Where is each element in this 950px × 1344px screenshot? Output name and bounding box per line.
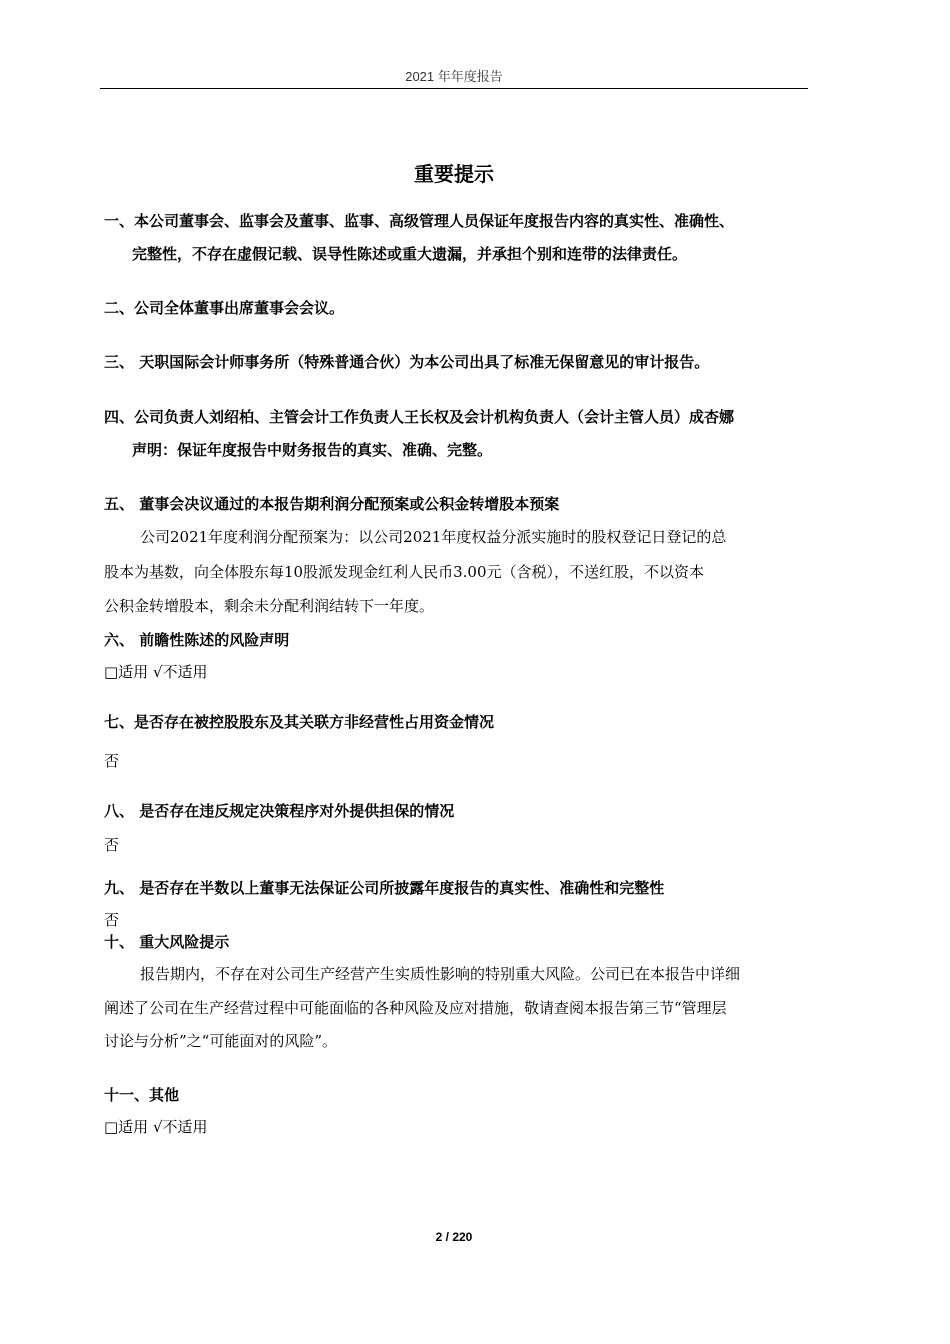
section-10-paragraph-line-3: 讨论与分析”之“可能面对的风险”。: [104, 1032, 338, 1050]
section-5-paragraph-line-3: 公积金转增股本，剩余未分配利润结转下一年度。: [104, 597, 435, 615]
section-8-answer: 否: [104, 836, 120, 854]
section-4-line-2: 声明：保证年度报告中财务报告的真实、准确、完整。: [132, 441, 493, 459]
section-11-heading: 十一、其他: [104, 1086, 180, 1104]
section-6-heading: 六、 前瞻性陈述的风险声明: [104, 631, 290, 649]
page-number: 2 / 220: [435, 1230, 473, 1244]
section-3: 三、 天职国际会计师事务所（特殊普通合伙）为本公司出具了标准无保留意见的审计报告。: [104, 353, 710, 371]
section-10-paragraph-line-1: 报告期内，不存在对公司生产经营产生实质性影响的特别重大风险。公司已在本报告中详细: [140, 965, 741, 983]
section-9-heading: 九、 是否存在半数以上董事无法保证公司所披露年度报告的真实性、准确性和完整性: [104, 879, 665, 897]
page-header: 2021 年年度报告: [405, 69, 503, 84]
section-4-line-1: 四、公司负责人刘绍柏、主管会计工作负责人王长权及会计机构负责人（会计主管人员）成杏娜: [104, 408, 735, 426]
section-1-line-1: 一、本公司董事会、监事会及董事、监事、高级管理人员保证年度报告内容的真实性、准确性、: [104, 212, 735, 230]
page-title: 重要提示: [414, 162, 494, 186]
section-7-heading: 七、是否存在被控股股东及其关联方非经营性占用资金情况: [104, 713, 495, 731]
section-5-paragraph-line-1: 公司2021年度利润分配预案为：以公司2021年度权益分派实施时的股权登记日登记的总: [140, 528, 727, 546]
section-5-paragraph-line-2: 股本为基数，向全体股东每10股派发现金红利人民币3.00元（含税），不送红股，不以资本: [104, 563, 704, 581]
section-6-applicability: □适用 √不适用: [104, 663, 208, 681]
section-11-applicability: □适用 √不适用: [104, 1118, 208, 1136]
section-10-paragraph-line-2: 阐述了公司在生产经营过程中可能面临的各种风险及应对措施，敬请查阅本报告第三节“管理层: [104, 999, 727, 1017]
section-9-answer: 否: [104, 911, 120, 929]
section-7-answer: 否: [104, 752, 120, 770]
section-8-heading: 八、 是否存在违反规定决策程序对外提供担保的情况: [104, 802, 455, 820]
section-2: 二、公司全体董事出席董事会会议。: [104, 299, 345, 317]
section-5-heading: 五、 董事会决议通过的本报告期利润分配预案或公积金转增股本预案: [104, 495, 560, 513]
section-1-line-2: 完整性，不存在虚假记载、误导性陈述或重大遗漏，并承担个别和连带的法律责任。: [132, 245, 688, 263]
section-10-heading: 十、 重大风险提示: [104, 933, 230, 951]
header-divider: [100, 88, 808, 89]
